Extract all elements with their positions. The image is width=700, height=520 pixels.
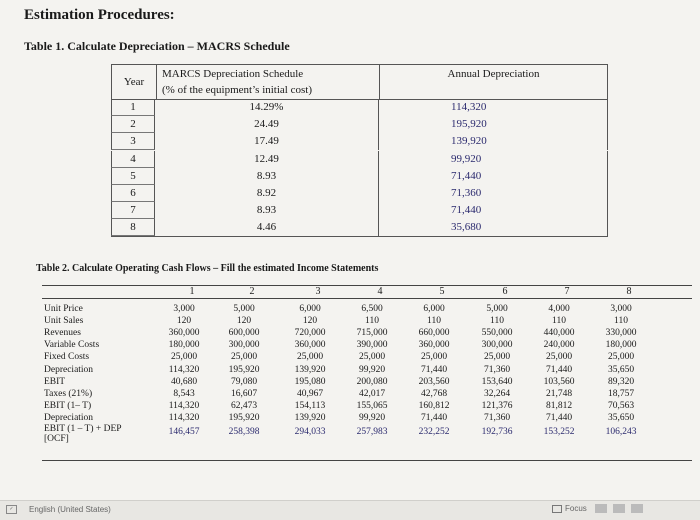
table-cell: 139,920 (294, 364, 326, 375)
table-cell: 110 (427, 316, 441, 327)
year-cell: 2 (111, 116, 155, 133)
depreciation-cell: 195,920 (379, 116, 608, 133)
year-header: 1 (189, 286, 195, 297)
percent-cell: 8.93 (155, 168, 379, 185)
row-label: EBIT (1– T) (44, 400, 92, 411)
ocf-cell: 294,033 (294, 427, 326, 437)
header-annual-depreciation: Annual Depreciation (447, 68, 540, 80)
table-cell: 3,000 (610, 304, 632, 314)
table-row (111, 99, 608, 116)
table-cell: 8,543 (173, 388, 195, 399)
table-cell: 40,680 (170, 376, 198, 387)
table-cell: 71,360 (483, 364, 511, 375)
table-cell: 25,000 (420, 352, 448, 363)
focus-button[interactable] (552, 504, 587, 513)
table-row (111, 168, 608, 185)
focus-label: Focus (565, 504, 587, 513)
year-cell: 6 (111, 185, 155, 202)
row-label: Revenues (44, 328, 81, 339)
table-cell: 114,320 (168, 412, 200, 423)
table-cell: 300,000 (228, 340, 260, 351)
ocf-cell: 106,243 (605, 427, 637, 437)
table-cell: 203,560 (418, 376, 450, 387)
year-cell: 7 (111, 202, 155, 219)
table-cell: 79,080 (230, 376, 258, 387)
depreciation-cell: 71,440 (379, 202, 608, 219)
table-cell: 35,650 (607, 412, 635, 423)
percent-cell: 17.49 (155, 133, 379, 150)
table-cell: 440,000 (543, 328, 575, 339)
table-cell: 35,650 (607, 364, 635, 375)
table-cell: 25,000 (607, 352, 635, 363)
depreciation-table (111, 64, 608, 237)
focus-icon (552, 505, 562, 513)
table-cell: 42,017 (358, 388, 386, 399)
header-marcs-line1: MARCS Depreciation Schedule (162, 68, 304, 80)
percent-cell: 8.93 (155, 202, 379, 219)
table-cell: 550,000 (481, 328, 513, 339)
table-cell: 18,757 (607, 388, 635, 399)
year-header: 7 (564, 286, 570, 297)
year-header: 2 (249, 286, 255, 297)
table-cell: 110 (490, 316, 504, 327)
table-cell: 62,473 (230, 400, 258, 411)
table-cell: 360,000 (418, 340, 450, 351)
table-row (111, 133, 608, 150)
table-cell: 42,768 (420, 388, 448, 399)
table-cell: 99,920 (358, 364, 386, 375)
depreciation-cell: 139,920 (379, 133, 608, 150)
table-row (111, 202, 608, 219)
table1-body (111, 99, 608, 237)
table-cell: 300,000 (481, 340, 513, 351)
year-header: 4 (377, 286, 383, 297)
year-cell: 4 (111, 151, 155, 168)
header-year: Year (112, 65, 157, 99)
table-cell: 660,000 (418, 328, 450, 339)
table-cell: 360,000 (168, 328, 200, 339)
table-cell: 71,360 (483, 412, 511, 423)
depreciation-cell: 35,680 (379, 219, 608, 236)
row-label: Depreciation (44, 412, 94, 423)
table-cell: 330,000 (605, 328, 637, 339)
table-cell: 25,000 (358, 352, 386, 363)
table-cell: 600,000 (228, 328, 260, 339)
table-cell: 25,000 (230, 352, 258, 363)
table2-title: Table 2. Calculate Operating Cash Flows – Fill the estimated Income Statements (36, 263, 379, 274)
table-cell: 180,000 (605, 340, 637, 351)
row-label: Depreciation (44, 364, 94, 375)
table-cell: 6,500 (361, 304, 383, 314)
depreciation-cell: 71,440 (379, 168, 608, 185)
table-cell: 32,264 (483, 388, 511, 399)
table-cell: 71,440 (545, 412, 573, 423)
percent-cell: 8.92 (155, 185, 379, 202)
row-label: Variable Costs (44, 340, 100, 351)
table-cell: 3,000 (173, 304, 195, 314)
table-cell: 99,920 (358, 412, 386, 423)
table-cell: 5,000 (486, 304, 508, 314)
table2-bottom-rule (42, 460, 692, 461)
table-cell: 71,440 (420, 412, 448, 423)
percent-cell: 24.49 (155, 116, 379, 133)
table2-header-rule (42, 298, 692, 299)
cash-flow-table (42, 285, 692, 465)
table-cell: 40,967 (296, 388, 324, 399)
ocf-cell: 258,398 (228, 427, 260, 437)
table-cell: 195,080 (294, 376, 326, 387)
row-label: Taxes (21%) (44, 388, 93, 399)
table-cell: 120 (176, 316, 192, 327)
table-cell: 103,560 (543, 376, 575, 387)
table-cell: 89,320 (607, 376, 635, 387)
row-label: Fixed Costs (44, 352, 90, 363)
table-cell: 240,000 (543, 340, 575, 351)
year-header: 6 (502, 286, 508, 297)
year-header: 5 (439, 286, 445, 297)
table-row (111, 151, 608, 168)
year-cell: 3 (111, 133, 155, 150)
table-cell: 114,320 (168, 400, 200, 411)
ocf-label-bracket: [OCF] (44, 434, 69, 445)
table-cell: 81,812 (545, 400, 573, 411)
table-row (111, 185, 608, 202)
table-cell: 114,320 (168, 364, 200, 375)
table-cell: 121,376 (481, 400, 513, 411)
table-cell: 160,812 (418, 400, 450, 411)
depreciation-cell: 71,360 (379, 185, 608, 202)
year-header: 8 (626, 286, 632, 297)
table-row (111, 116, 608, 133)
percent-cell: 14.29% (155, 99, 379, 116)
percent-cell: 4.46 (155, 219, 379, 236)
table-cell: 25,000 (170, 352, 198, 363)
table-cell: 4,000 (548, 304, 570, 314)
table-cell: 25,000 (545, 352, 573, 363)
view-buttons (595, 504, 649, 515)
table-cell: 153,640 (481, 376, 513, 387)
table1-title: Table 1. Calculate Depreciation – MACRS Schedule (24, 39, 290, 53)
table-cell: 715,000 (356, 328, 388, 339)
table-cell: 70,563 (607, 400, 635, 411)
table-cell: 195,920 (228, 412, 260, 423)
table-cell: 180,000 (168, 340, 200, 351)
ocf-cell: 192,736 (481, 427, 513, 437)
depreciation-cell: 114,320 (379, 99, 608, 116)
table1-header (111, 64, 608, 100)
row-label: Unit Price (44, 304, 83, 314)
print-layout-view-icon[interactable] (595, 504, 607, 513)
table-cell: 6,000 (423, 304, 445, 314)
row-label: Unit Sales (44, 316, 84, 327)
page-title: Estimation Procedures: (24, 7, 175, 23)
table1-bottom-border (111, 236, 608, 237)
table-cell: 5,000 (233, 304, 255, 314)
percent-cell: 12.49 (155, 151, 379, 168)
ocf-cell: 146,457 (168, 427, 200, 437)
table-cell: 390,000 (356, 340, 388, 351)
web-layout-view-icon[interactable] (613, 504, 625, 513)
year-header: 3 (315, 286, 321, 297)
ocf-label: EBIT (1 – T) + DEP (44, 424, 122, 434)
table-cell: 195,920 (228, 364, 260, 375)
year-cell: 5 (111, 168, 155, 185)
table-cell: 16,607 (230, 388, 258, 399)
table-cell: 120 (236, 316, 252, 327)
table-cell: 154,113 (294, 400, 326, 411)
table-cell: 25,000 (483, 352, 511, 363)
row-label: EBIT (44, 376, 66, 387)
ocf-cell: 153,252 (543, 427, 575, 437)
table-cell: 155,065 (356, 400, 388, 411)
table-cell: 200,080 (356, 376, 388, 387)
table-cell: 21,748 (545, 388, 573, 399)
depreciation-cell: 99,920 (379, 151, 608, 168)
header-marcs (156, 65, 380, 99)
status-bar (0, 500, 700, 520)
table-cell: 6,000 (299, 304, 321, 314)
ocf-cell: 257,983 (356, 427, 388, 437)
table-cell: 360,000 (294, 340, 326, 351)
table-cell: 720,000 (294, 328, 326, 339)
table-row (111, 219, 608, 236)
table-cell: 110 (614, 316, 628, 327)
year-cell: 1 (111, 99, 155, 116)
header-marcs-line2: (% of the equipment’s initial cost) (162, 84, 312, 96)
table-cell: 25,000 (296, 352, 324, 363)
table-cell: 120 (302, 316, 318, 327)
proofing-icon[interactable]: ✓ (6, 505, 17, 514)
year-cell: 8 (111, 219, 155, 236)
table-cell: 110 (365, 316, 379, 327)
table-cell: 71,440 (545, 364, 573, 375)
table-cell: 110 (552, 316, 566, 327)
ocf-cell: 232,252 (418, 427, 450, 437)
table-cell: 71,440 (420, 364, 448, 375)
language-indicator[interactable]: English (United States) (29, 505, 111, 514)
read-mode-view-icon[interactable] (631, 504, 643, 513)
table-cell: 139,920 (294, 412, 326, 423)
